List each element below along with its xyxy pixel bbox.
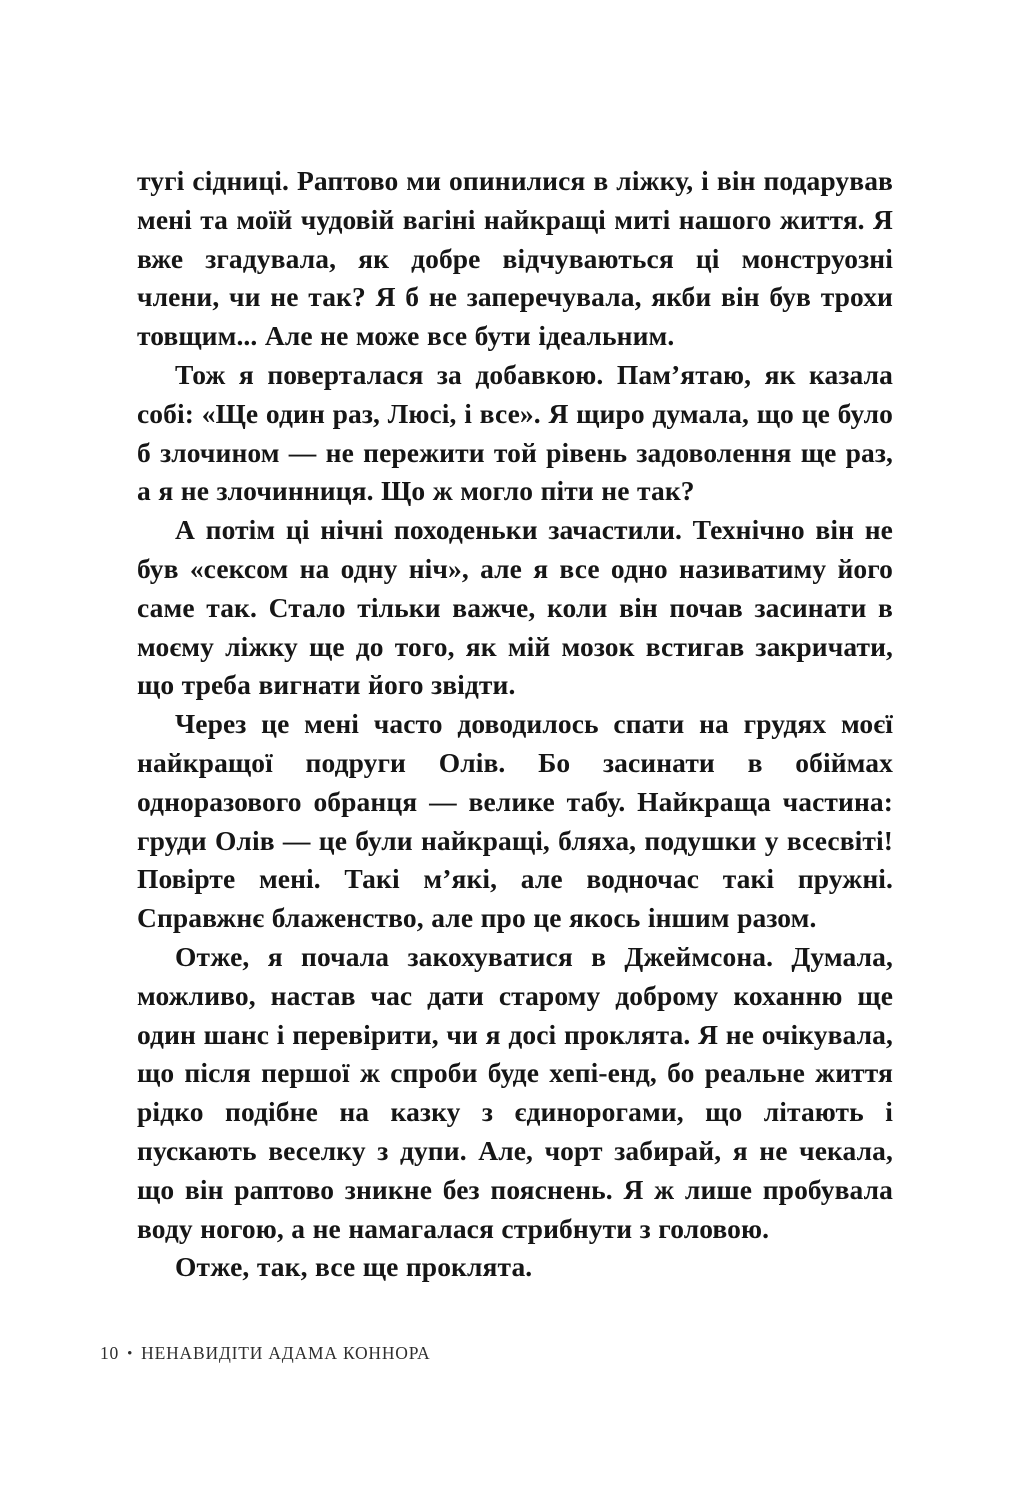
paragraph: Через це мені часто доводилось спати на грудях моєї найкращої подруги Олів. Бо засинати в обіймах одноразового обранця — велике табу. Найкраща частина: груди Олів — це були найкращі, бляха, подушки у всесвіті! Повірте мені. Такі м’які, але водночас такі пружні. Справжнє блаженство, але про це якось іншим разом.: [137, 708, 893, 934]
page-footer: [100, 1342, 430, 1365]
paragraph: А потім ці нічні походеньки зачастили. Технічно він не був «сексом на одну ніч», але я все одно називатиму його саме так. Стало тільки важче, коли він почав засинати в моєму ліжку ще до того, як мій мозок встигав закричати, що треба вигнати його звідти.: [137, 514, 893, 701]
paragraph: тугі сідниці. Раптово ми опинилися в ліжку, і він подарував мені та моїй чудовій вагіні найкращі миті нашого життя. Я вже згадувала, як добре відчуваються ці монструозні члени, чи не так? Я б не заперечувала, якби він був трохи товщим... Але не може все бути ідеальним.: [137, 165, 893, 352]
page-number: 10: [100, 1343, 120, 1363]
paragraph: Отже, так, все ще проклята.: [175, 1251, 533, 1283]
paragraph: Отже, я почала закохуватися в Джеймсона. Думала, можливо, настав час дати старому доброму коханню ще один шанс і перевірити, чи я досі проклята. Я не очікувала, що після першої ж спроби буде хепі-енд, бо реальне життя рідко подібне на казку з єдинорогами, що літають і пускають веселку з дупи. Але, чорт забирай, я не чекала, що він раптово зникне без пояснень. Я ж лише пробувала воду ногою, а не намагалася стрибнути з головою.: [137, 940, 893, 1244]
running-title: НЕНАВИДІТИ АДАМА КОННОРА: [141, 1343, 431, 1363]
paragraph: Тож я поверталася за добавкою. Пам’ятаю, як казала собі: «Ще один раз, Люсі, і все». Я щиро думала, що це було б злочином — не пережити той рівень задоволення ще раз, а я не злочинниця. Що ж могло піти не так?: [137, 358, 893, 507]
footer-separator-dot: •: [127, 1346, 134, 1362]
body-text: [137, 162, 893, 1287]
